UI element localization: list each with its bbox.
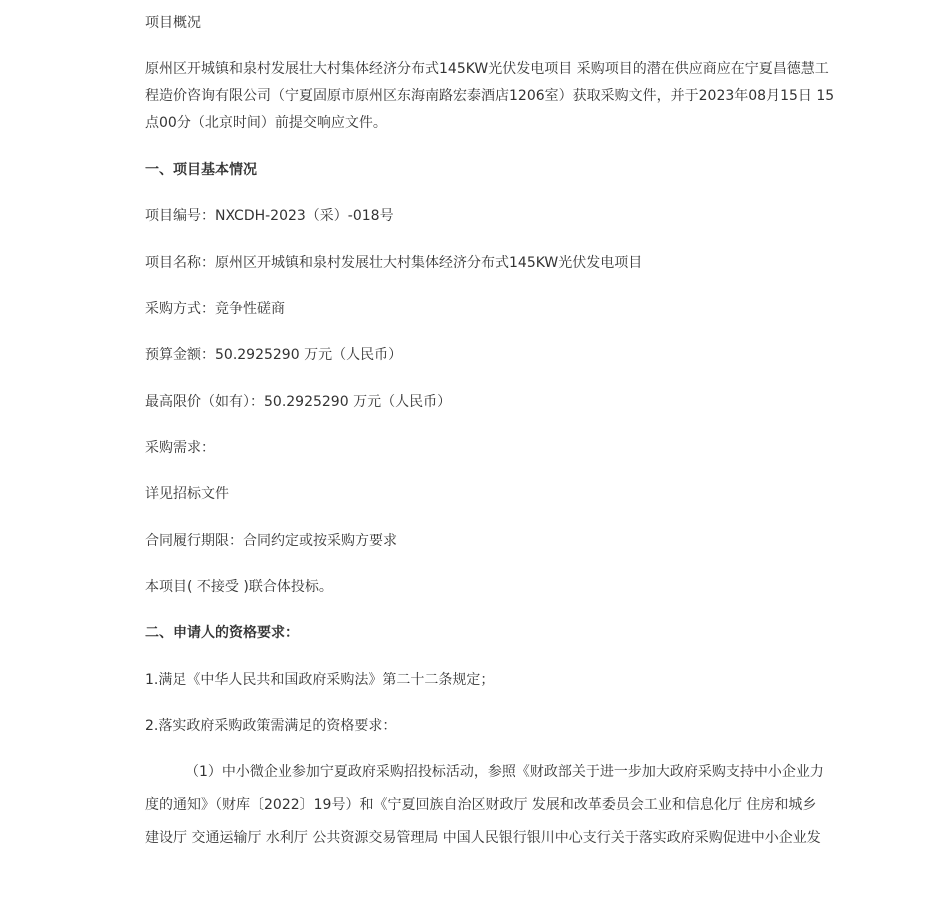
requirement-1: 1.满足《中华人民共和国政府采购法》第二十二条规定； [145, 672, 495, 688]
section2-heading: 二、申请人的资格要求： [145, 625, 299, 641]
max-price: 最高限价（如有）：50.2925290 万元（人民币） [145, 394, 452, 410]
intro-line: 原州区开城镇和泉村发展壮大村集体经济分布式145KW光伏发电项目 采购项目的潜在供应商应在宁夏昌德慧工 [145, 61, 829, 77]
requirement-2: 2.落实政府采购政策需满足的资格要求： [145, 718, 397, 734]
policy-paragraph [145, 759, 824, 858]
policy-line: 度的通知》（财库〔2022〕19号）和《宁夏回族自治区财政厅 发展和改革委员会工业和信息化厅 住房和城乡 [145, 797, 817, 813]
contract-period: 合同履行期限：合同约定或按采购方要求 [145, 533, 397, 549]
intro-line: 程造价咨询有限公司（宁夏固原市原州区东海南路宏泰酒店1206室）获取采购文件，并于2023年08月15日 15 [145, 88, 835, 104]
policy-line: （1）中小微企业参加宁夏政府采购招投标活动，参照《财政部关于进一步加大政府采购支持中小企业力 [185, 764, 824, 780]
section1-heading: 一、项目基本情况 [145, 162, 257, 178]
intro-line: 点00分（北京时间）前提交响应文件。 [145, 115, 387, 131]
budget-amount: 预算金额：50.2925290 万元（人民币） [145, 347, 403, 363]
policy-line: 建设厅 交通运输厅 水利厅 公共资源交易管理局 中国人民银行银川中心支行关于落实政府采购促进中小企业发 [145, 830, 821, 846]
project-name: 项目名称：原州区开城镇和泉村发展壮大村集体经济分布式145KW光伏发电项目 [145, 255, 643, 271]
procurement-method: 采购方式：竞争性磋商 [145, 301, 285, 317]
requirements-value: 详见招标文件 [145, 486, 229, 502]
requirements-label: 采购需求： [145, 440, 215, 456]
project-number: 项目编号：NXCDH-2023（采）-018号 [145, 208, 394, 224]
overview-heading: 项目概况 [145, 15, 201, 31]
consortium-statement: 本项目( 不接受 )联合体投标。 [145, 579, 333, 595]
intro-paragraph [145, 56, 835, 137]
